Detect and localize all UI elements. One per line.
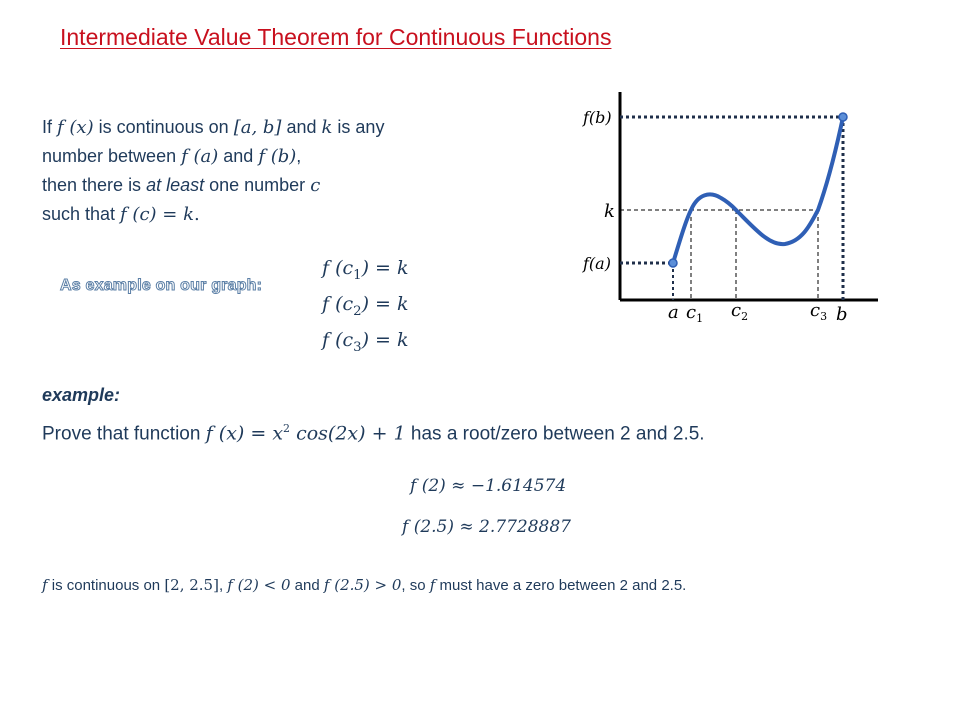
- math-fx-def: f (x) = x: [205, 422, 284, 445]
- prove-statement: [42, 422, 705, 445]
- text: Prove that function: [42, 423, 206, 445]
- math-f: f: [42, 576, 48, 594]
- theorem-statement: [42, 113, 384, 229]
- eq-sub: 2: [353, 303, 362, 319]
- math-fc-eq-k: f (c) = k: [120, 204, 194, 225]
- eq-f: f (c: [322, 328, 354, 351]
- c1-label: [686, 302, 703, 325]
- text: If: [42, 117, 58, 137]
- math-fa: f (a): [181, 146, 219, 167]
- text: and: [290, 577, 324, 594]
- page-title: Intermediate Value Theorem for Continuous Functions: [60, 24, 612, 50]
- c3-sub: 3: [820, 310, 828, 323]
- conclusion: [42, 576, 686, 594]
- text: , so: [401, 577, 430, 594]
- math-c: c: [310, 175, 321, 196]
- math-fb: f (b): [258, 146, 297, 167]
- eq-rest: ) = k: [361, 328, 409, 351]
- eq-f: f (c: [322, 257, 354, 279]
- b-label: b: [836, 304, 848, 325]
- c1-sub: 1: [696, 312, 704, 325]
- eq-rest: ) = k: [361, 292, 409, 315]
- fc-equation: [322, 254, 409, 290]
- math-f: f: [429, 576, 436, 594]
- math-cos: cos(2x) + 1: [290, 422, 406, 445]
- math-exp: 2: [283, 422, 291, 435]
- theorem-line-3: [42, 171, 384, 200]
- eq-rest: ) = k: [361, 257, 409, 279]
- text: ,: [218, 577, 228, 594]
- text: is any: [332, 117, 385, 137]
- text: is continuous on: [47, 577, 165, 594]
- math-f25-pos: f (2.5) > 0: [323, 576, 402, 594]
- emphasis-at-least: at least: [146, 175, 205, 195]
- f25-value: f (2.5) ≈ 2.7728887: [402, 517, 571, 537]
- theorem-line-4: [42, 200, 384, 229]
- c1-base: c: [686, 302, 697, 323]
- text: and: [218, 146, 259, 166]
- example-label: example:: [42, 385, 121, 405]
- point-a: [669, 259, 677, 267]
- text: has a root/zero between 2 and 2.5.: [405, 423, 705, 445]
- f2-value: f (2) ≈ −1.614574: [410, 476, 567, 496]
- text: then there is: [42, 175, 147, 195]
- c3-base: c: [810, 300, 821, 321]
- text: is continuous on: [93, 117, 234, 137]
- theorem-line-2: [42, 142, 384, 171]
- text: number between: [42, 146, 182, 166]
- math-k: k: [321, 117, 333, 138]
- text: such that: [42, 204, 121, 224]
- text: must have a zero between 2 and 2.5.: [435, 577, 687, 594]
- example-on-graph-label: As example on our graph:: [60, 277, 263, 294]
- ivt-graph: [578, 90, 888, 330]
- text: ,: [296, 146, 302, 166]
- fc-equation: [322, 290, 409, 326]
- fc-equations: [322, 254, 409, 361]
- c2-label: [731, 300, 748, 323]
- theorem-line-1: [42, 113, 384, 142]
- eq-sub: 1: [353, 267, 362, 283]
- c2-base: c: [731, 300, 742, 321]
- eq-f: f (c: [322, 292, 354, 315]
- fa-label: f(a): [583, 254, 611, 273]
- k-label: k: [604, 201, 615, 222]
- c3-label: [810, 300, 827, 323]
- math-fx: f (x): [57, 117, 94, 138]
- text: one number: [204, 175, 311, 195]
- text: .: [194, 204, 200, 225]
- eq-sub: 3: [353, 339, 362, 355]
- text: and: [281, 117, 322, 137]
- math-interval: [a, b]: [233, 117, 282, 138]
- math-f2-neg: f (2) < 0: [227, 576, 291, 594]
- point-b: [839, 113, 847, 121]
- fc-equation: [322, 326, 409, 362]
- math-interval: [2, 2.5]: [164, 576, 219, 594]
- c2-sub: 2: [741, 310, 749, 323]
- fb-label: f(b): [583, 108, 612, 127]
- a-label: a: [668, 302, 679, 323]
